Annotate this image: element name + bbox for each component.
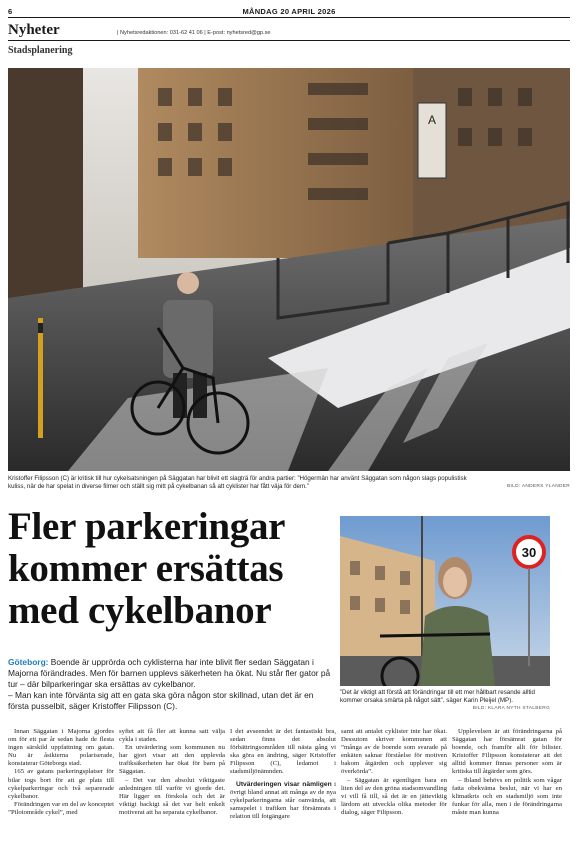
body-column-2 — [119, 728, 225, 817]
building-sign-label: A — [427, 113, 437, 127]
body-paragraph: – Det var den absolut viktigaste anledningen till varför vi gjorde det. Här ligger en förskola och det är viktigt backigt så det var helt enkelt motiverat att ha separata cykelbanor. — [119, 776, 225, 816]
dateline-place: Göteborg: — [8, 657, 49, 667]
body-paragraph: – Ibland behövs en politik som vågar fatta obekväma beslut, när vi har en klimatkris och en stadsmiljö som inte funkar för alla, men i de förändringarna måste man kunna — [452, 776, 562, 816]
subsection-title: Stadsplanering — [8, 45, 73, 56]
body-paragraph: 165 av gatans parkeringsplatser för bilar togs bort för att ge plats till cykelparkeringar och två separerade cykelbanor. — [8, 768, 114, 800]
body-paragraph: i övrigt bland annat att många av de nya cykelparkeringarna står oanvända, att samspelet i trafiken har försämrats i relation till fotgängare — [230, 780, 336, 820]
portrait-caption: ”Det är viktigt att förstå att förändringar till ett mer hållbart resande alltid kommer orsaka smärta på något sätt”, säger Karin Pleijel (MP). — [340, 689, 535, 704]
ingress-text: Boende är upprörda och cyklisterna har inte blivit fler sedan Säggatan i Majorna förändrades. Men för barnen upplevs säkerheten ha ökat. Nu står fler gator på tur – där bilparkeringar ska ersättas av cykelbanor. — [8, 657, 331, 689]
page-number: 6 — [8, 7, 13, 16]
portrait-photo-credit: BILD: KLARA NYTH STALBERG — [472, 706, 550, 711]
body-paragraph: Förändringen var en del av konceptet ”Pilotområde cykel”, med — [8, 800, 114, 816]
body-paragraph: samt att antalet cyklister inte har ökat. Dessutom skriver kommunen att ”många av de boende som svarade på enkäten saknar förståelse för motiven bakom åtgärden och upplever sig överkörda”. — [341, 728, 447, 776]
body-paragraph: I det avseendet är det fantastiskt bra, sedan finns det absolut förbättringsområden till nästa gång vi ska göra en ändring, säger Kristoffer Filipsson (C), ledamot i stadsmiljönämnden. — [230, 728, 336, 776]
body-paragraph: Innan Säggatan i Majorna gjordes om för ett par år sedan hade de flesta ingen särskild uppfattning om gatan. Nu är åsikterna polariserade, konstaterar Göteborgs stad. — [8, 728, 114, 768]
issue-date: MÅNDAG 20 APRIL 2026 — [242, 7, 336, 16]
header-rule — [8, 17, 570, 18]
portrait-photo — [340, 516, 550, 686]
ingress-quote: – Man kan inte förvänta sig att en gata ska göra någon stor skillnad, utan det är en första pusselbit, säger Kristoffer Filipsson (C). — [8, 690, 314, 711]
body-column-5 — [452, 728, 562, 817]
body-paragraph: syftet att få fler att kunna satt välja cykla i staden. — [119, 728, 225, 744]
subhead-lead: Utvärderingen visar nämligen — [236, 780, 332, 788]
body-paragraph: Upplevelsen är att förändringarna på Säggatan har försämrat gatan för boende, och framför allt för bilister. Kristoffer Filipsson konstaterar att det alltid kommer finnas personer som är kritiska till åtgärder som görs. — [452, 728, 562, 776]
body-column-3 — [230, 728, 336, 821]
hero-photo — [8, 68, 570, 471]
body-column-4 — [341, 728, 447, 817]
body-paragraph: – Säggatan är egentligen bara en liten del av den gröna stadsomvandling vi vill få till, så det är en jätteviktig lärdom att utveckla olika metoder för dialog, säger Filipsson. — [341, 776, 447, 816]
newsroom-contact: | Nyhetsredaktionen: 031-62 41 06 | E-post: nyhetsred@gp.se — [117, 30, 271, 36]
body-paragraph: En utvärdering som kommunen nu har gjort visar att den upplevda trafiksäkerheten har ökat för barn på Säggatan. — [119, 744, 225, 776]
article-headline: Fler parkeringar kommer ersättas med cykelbanor — [8, 505, 285, 632]
section-title: Nyheter — [8, 22, 60, 38]
article-ingress — [8, 657, 334, 712]
section-rule — [8, 40, 570, 41]
hero-caption: Kristoffer Filipsson (C) är kritisk till hur cykelsatsningen på Säggatan har blivit ett slagträ för andra partier: ”Högermän har använt Säggatan som någon slags populistisk kuliss, när de har spelat in diverse filmer och ställt sig mitt på cykelbanan så att cyklister har fått väja för dem.” — [8, 475, 467, 490]
body-column-1 — [8, 728, 114, 817]
speed-sign-label: 30 — [521, 545, 537, 560]
hero-photo-credit: BILD: ANDERS YLANDER — [507, 484, 570, 489]
